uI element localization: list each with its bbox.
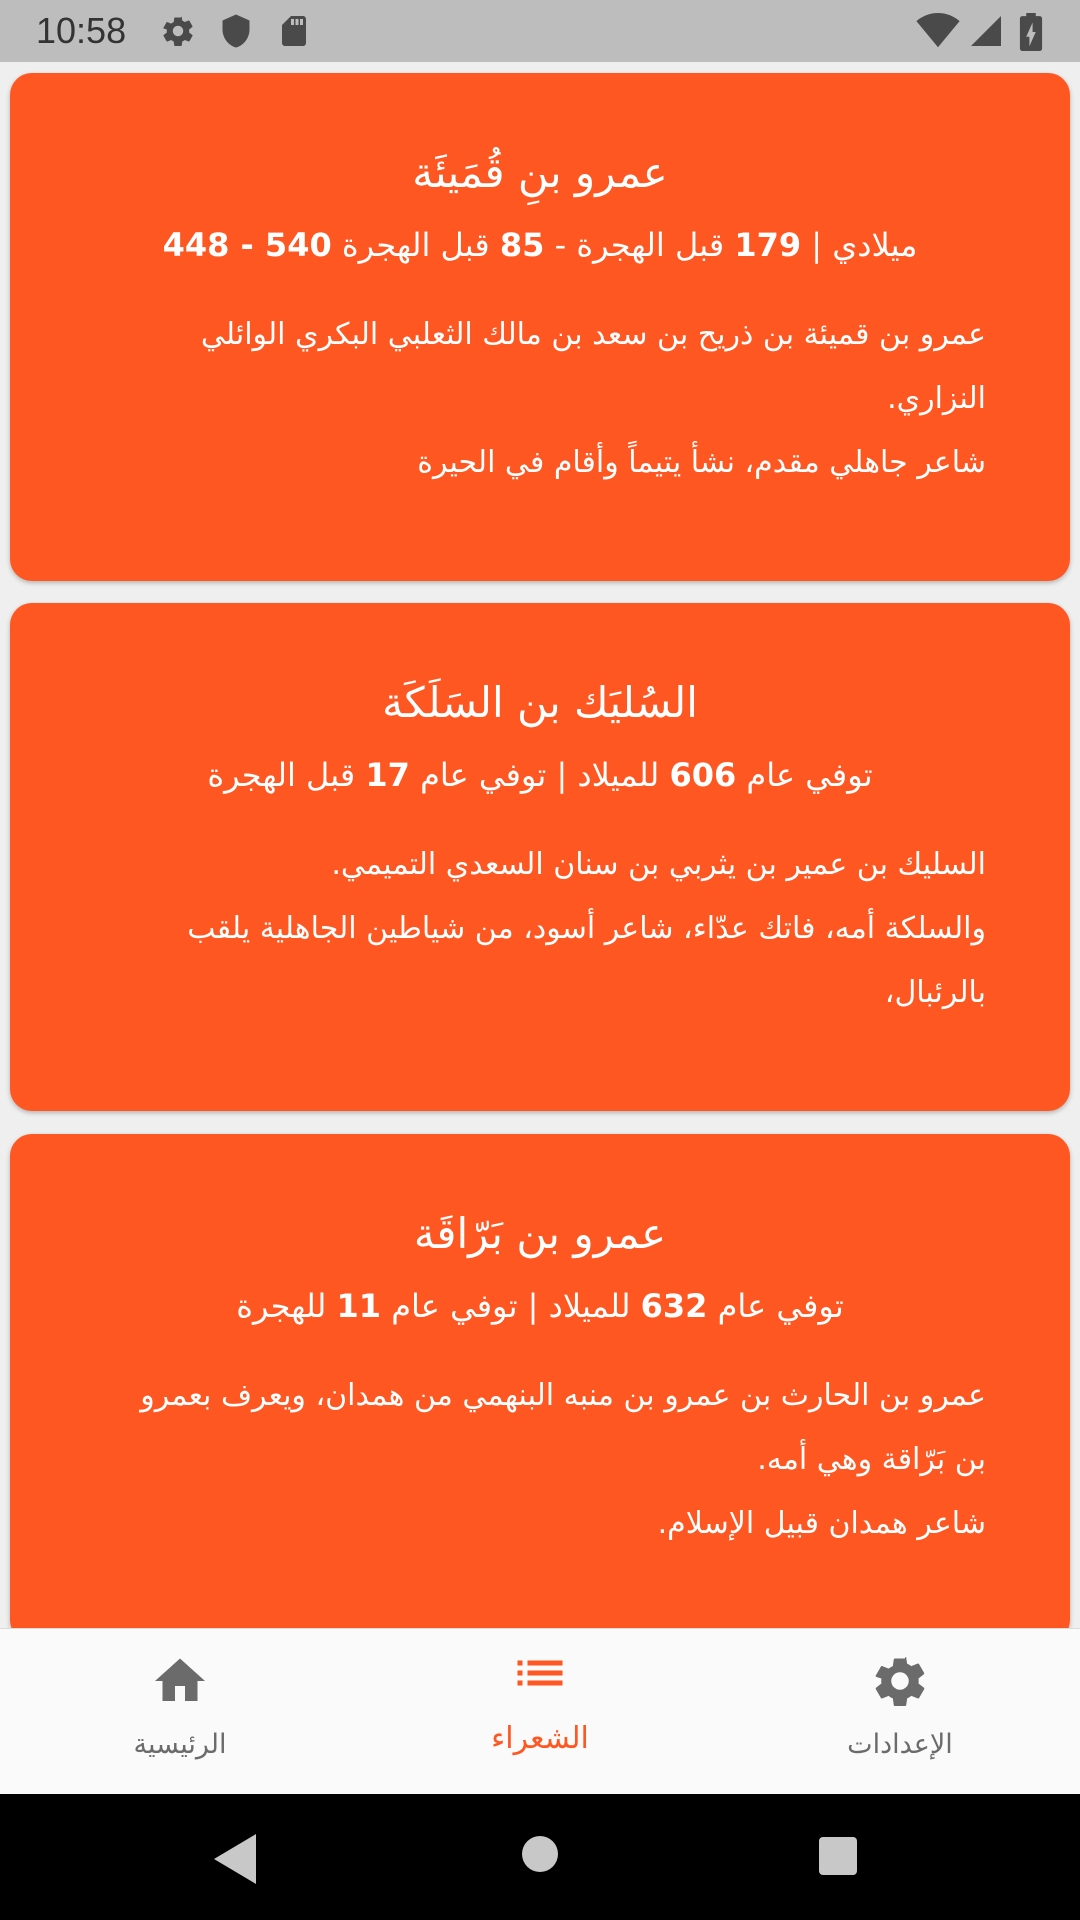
date-text: قبل الهجرة	[331, 226, 500, 264]
home-icon	[150, 1651, 210, 1711]
date-number: 17	[365, 756, 410, 794]
cell-signal-icon	[968, 13, 1004, 53]
bio-line: بالرئبال،	[884, 975, 986, 1010]
nav-settings[interactable]	[720, 1629, 1080, 1795]
bio-line: النزاري.	[887, 381, 986, 416]
nav-settings-label: الإعدادات	[847, 1729, 953, 1760]
poet-card[interactable]	[10, 1134, 1070, 1628]
wifi-icon	[916, 13, 960, 53]
system-navigation-bar	[0, 1794, 1080, 1920]
poet-name: عمرو بن بَرّاقَة	[413, 1209, 667, 1258]
date-text: توفي عام	[707, 1287, 844, 1325]
bottom-navigation	[0, 1628, 1080, 1795]
poet-bio	[130, 1364, 986, 1556]
date-number: 11	[336, 1287, 382, 1325]
date-number: 85	[499, 226, 545, 264]
date-text: للميلاد | توفي عام	[381, 1287, 641, 1325]
bio-line: عمرو بن قميئة بن ذريح بن سعد بن مالك الثعلبي البكري الوائلي	[200, 317, 986, 352]
date-text: للميلاد | توفي عام	[409, 756, 670, 794]
date-number: 179	[734, 226, 802, 264]
bio-line: شاعر جاهلي مقدم، نشأ يتيماً وأقام في الحيرة	[417, 445, 986, 480]
nav-home[interactable]	[0, 1629, 360, 1795]
poet-bio	[130, 833, 986, 1025]
poets-list[interactable]	[0, 62, 1080, 1628]
bio-line: عمرو بن الحارث بن عمرو بن منبه البنهمي من همدان، ويعرف بعمرو	[140, 1378, 986, 1413]
home-circle-icon[interactable]	[520, 1834, 560, 1878]
date-text: قبل الهجرة	[207, 756, 366, 794]
date-text: توفي عام	[736, 756, 873, 794]
poet-card[interactable]	[10, 603, 1070, 1111]
battery-charging-icon	[1018, 13, 1044, 55]
nav-poets-label: الشعراء	[491, 1721, 589, 1756]
bio-line: شاعر همدان قبيل الإسلام.	[657, 1506, 986, 1541]
date-text: ميلادي |	[801, 226, 918, 264]
date-number: 632	[640, 1287, 708, 1325]
sd-card-icon	[276, 13, 312, 53]
poet-card[interactable]	[10, 73, 1070, 581]
poet-bio	[130, 303, 986, 495]
poet-dates	[10, 223, 1070, 267]
gear-icon	[160, 13, 196, 53]
settings-icon	[870, 1651, 930, 1711]
shield-icon	[218, 13, 254, 53]
nav-poets[interactable]	[360, 1629, 720, 1795]
nav-home-label: الرئيسية	[133, 1729, 227, 1760]
bio-line: بن بَرّاقة وهي أمه.	[757, 1442, 986, 1477]
date-number: 540 - 448	[162, 226, 332, 264]
bio-line: والسلكة أمه، فاتك عدّاء، شاعر أسود، من شياطين الجاهلية يلقب	[187, 911, 986, 946]
poet-name: عمرو بنِ قُمَيئَة	[412, 148, 668, 197]
recents-icon[interactable]	[818, 1836, 858, 1880]
back-icon[interactable]	[210, 1832, 260, 1890]
poet-dates	[10, 1284, 1070, 1328]
status-bar	[0, 0, 1080, 62]
date-number: 606	[669, 756, 737, 794]
list-icon	[510, 1643, 570, 1703]
status-time: 10:58	[36, 10, 127, 51]
poet-name: السُليَك بن السَلَكَة	[382, 678, 698, 727]
date-text: للهجرة	[236, 1287, 337, 1325]
poet-dates	[10, 753, 1070, 797]
date-text: قبل الهجرة -	[544, 226, 735, 264]
bio-line: السليك بن عمير بن يثربي بن سنان السعدي التميمي.	[331, 847, 986, 882]
